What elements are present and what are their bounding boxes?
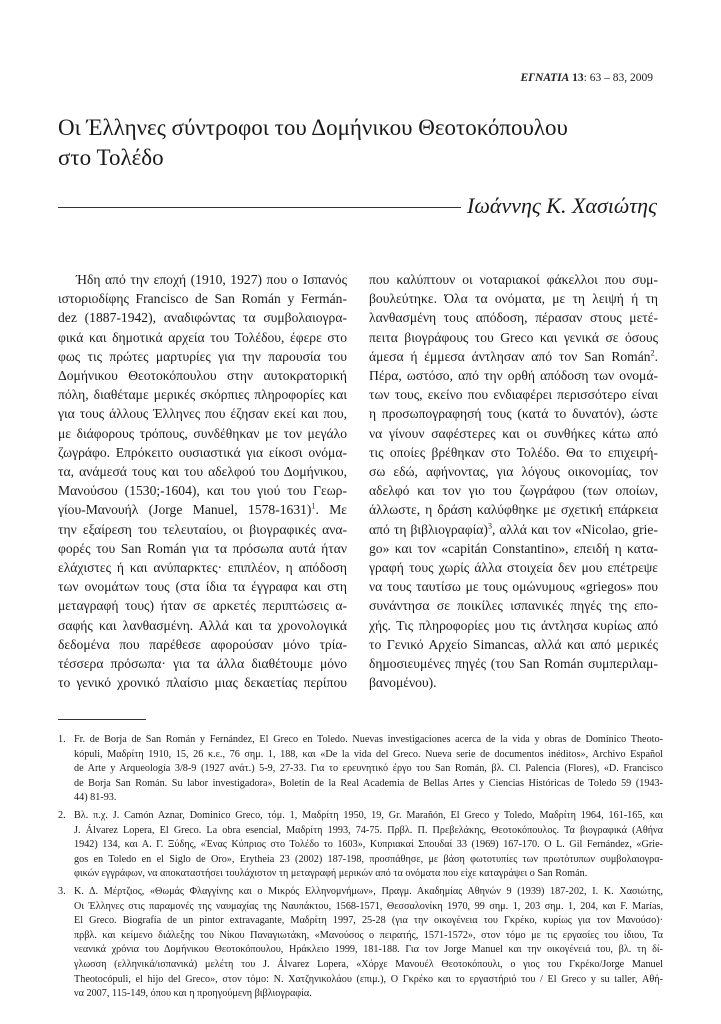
footnote-line: Fr. de Borja de San Román y Fernández, El Greco en Toledo. Nuevas investigaciones acerca de la vida y obras de Domínico Theoto- [74,734,663,745]
body-line: να τους ταυτίσω με τους ομώνυμους «griegos» που [369,579,658,595]
body-line: βανομένου). [369,675,437,691]
footnote-ref[interactable]: 2 [650,348,655,358]
body-line: αδελφό και τον γιο του ζωγράφου (των οποίων, [369,483,658,499]
footnote-ref[interactable]: 3 [487,521,492,531]
body-line: των ονομάτων τους (στα ίδια τα έγγραφα και στη [58,579,347,595]
author-name: Ιωάννης Κ. Χασιώτης [467,193,657,218]
body-line: το γενικό χρονικό πλαίσιο μιας δεκαετίας περίπου [58,675,347,691]
footnote-line: 1942) 134, και Α. Γ. Ξύδης, «Ένας Κύπριος στο Τολέδο το 1603», Κυπριακαί Σπουδαί 33 (1969) 167-170. O L. Gil Fernández, «Grie- [74,839,663,851]
title-line: στο Τολέδο [58,145,164,170]
footnote-line: πρβλ. και κείμενο διάλεξης του Νίκου Παναγιωτάκη, «Μανούσος ο πειρατής, 1571-1572», στον τόμο με τις εργασίες του ίδιου, Τα [74,929,663,941]
body-line: για τους άλλους Έλληνες που έζησαν εκεί και που, [58,406,347,422]
body-text: . Με [315,502,348,518]
body-line: φορές του San Román για τα πρόσωπα αυτά ήταν [58,540,347,556]
footnote-line: φικών εγγράφων, να αποκαταστήσει τουλάχιστον τη μεταγραφή μερικών από τα ονόματα που είχε καταγράψει ο San Román. [74,868,588,880]
footnote-line: Κ. Δ. Μέρτζιος, «Θωμάς Φλαγγίνης και ο Μικρός Ελληνομνήμων», Πραγμ. Ακαδημίας Αθηνών 9 (1939) 187-202, Ι. Κ. Χασιώτης, [74,885,663,897]
footnote-number: 1. [58,734,66,745]
body-line: πόλη, διαθέταμε μερικές σκόρπιες πληροφορίες και [58,387,347,403]
body-line: Δομήνικου Θεοτοκόπουλου στην αυτοκρατορική [58,368,347,384]
body-line: Πέρα, ωστόσο, από την ορθή απόδοση των ονομά- [369,368,658,384]
body-line: να γίνουν σαφέστερες και οι συνθήκες κάτω από [369,425,658,441]
body-text: . [654,348,658,364]
footnote-line: J. Álvarez Lopera, El Greco. La obra esencial, Μαδρίτη 1993, 74-75. Πρβλ. Π. Πρεβελάκης, Θεοτοκόπουλος. Τα βιογραφικά (Αθήνα [74,824,663,836]
body-column-left [58,270,347,692]
body-line: των τους, εκείνο που ενδιαφέρει περισσότερο είναι [369,387,658,403]
body-line: με διάφορους τρόπους, συνδέθηκαν με τον μεγάλο [58,425,347,441]
body-line: φως τις πρώτες μαρτυρίες για την παρουσία του [58,348,347,364]
article-title [58,113,658,173]
footnote-line: El Greco. Biografía de un pintor extravagante, Μαδρίτη 1997, 25-28 (για την οικογένεια του Γκρέκο, κυρίως για τον Μανούσο)· [74,915,663,927]
footnote-line: να 2007, 115-149, όπου και η προηγούμενη βιβλιογραφία. [74,988,312,1000]
body-line: που καλύπτουν οι νοταριακοί φάκελλοι που συμ- [369,272,658,287]
body-line: ελάχιστες ή και ανύπαρκτες· επιπλέον, η απόδοση [58,560,347,576]
footnote [58,733,663,806]
body-line: Ήδη από την εποχή (1910, 1927) που ο Ισπανός [76,272,347,287]
title-line: Οι Έλληνες σύντροφοι του Δομήνικου Θεοτοκόπουλου [58,115,568,140]
footnote-line: gos en Toledo en el Siglo de Oro», Erytheia 23 (2002) 187-198, προσπάθησε, με βάση φωτοτυπίες των πρωτότυπων συμβολαιογρα- [74,853,663,865]
body-text: , αλλά και τον «Nicolao, grie- [491,521,658,537]
footnote-line: γλωσση (ελληνικά/ισπανικά) μελέτη του J. Álvarez Lopera, «Χόρχε Μανουέλ Θεοτοκόπουλι, ο γιος του Γκρέκο/Jorge Manuel [74,958,663,970]
body-line: Μανούσου (1530;-1604), και του γιού του Γεωρ- [58,483,347,499]
body-line [369,520,658,539]
body-line: δημοσιευμένες πηγές (του San Román συμπεριλαμ- [369,656,658,672]
body-line: βουλεύτηκε. Όλα τα ονόματα, με τη λειψή ή τη [369,291,658,307]
footnote [58,885,663,1002]
body-line: δεδομένα που παρέθεσε αφορούσαν μόνο τρία- [58,636,347,652]
footnote-line: Οι Έλληνες στις παραμονές της ναυμαχίας της Ναυπάκτου, 1568-1571, Θεσσαλονίκη 1970, 99 σημ. 1, 203 σημ. 1, 204, και F. Marías, [74,900,663,912]
body-line: γραφή τους χωρίς άλλα στοιχεία δεν μου επέτρεψε [369,560,658,576]
body-column-right [369,270,658,692]
body-line: τέσσερα πρόσωπα· για τα άλλα διαθέτουμε μόνο [58,656,347,672]
body-line: η προσωπογραφησή τους (κατά το δυνατόν), ώστε [369,406,658,422]
journal-citation [520,72,653,84]
footnote-ref[interactable]: 1 [311,501,316,511]
body-line: πειτα βιογράφους του Greco και γενικά σε όσους [369,329,658,345]
footnote-number: 3. [58,885,66,897]
footnote-line: 44) 81-93. [74,792,117,804]
body-line: σω εδώ, αφήνοντας, για λόγους οικονομίας, τον [369,464,658,480]
body-line: συνάντησα σε ποικίλες ισπανικές πηγές της επο- [369,598,658,614]
footnotes [58,733,663,1005]
body-line [58,500,347,519]
body-line: τα, ανάμεσά τους και του αδελφού του Δομήνικου, [58,464,347,480]
body-line: go» και τον «capitán Constantino», επειδή η κατα- [369,540,658,556]
body-line: ζωγράφο. Επρόκειτο ουσιαστικά για είκοσι ονόμα- [58,444,347,460]
body-text: από τη βιβλιογραφία) [369,521,488,537]
body-text: γίου-Μανουήλ (Jorge Manuel, 1578-1631) [58,502,312,518]
footnote-line: νεανικά χρόνια του Δομήνικου Θεοτοκόπουλου, Ηράκλειο 1999, 181-188. Για τον Jorge Manuel και την οικογένειά του, βλ. τη δί- [74,944,663,956]
body-line: σαφής και λανθασμένη. Αλλά και τα χρονολογικά [58,617,347,633]
footnote-line: Theotocópuli, el hijo del Greco», στον τόμο: N. Χατζηνικολάου (επιμ.), Ο Γκρέκο και το εργαστήριό του / El Greco y su taller, Αθή- [74,973,663,985]
body-line: την εξαίρεση του τελευταίου, οι βιογραφικές ανα- [58,521,347,537]
footnote [58,809,663,882]
journal-volume: 13 [572,72,584,84]
footnote-line: de Arte y Arqueología 3/8-9 (1927 ανάτ.) 5-9, 27-33. Για το ερευνητικό έργο του San Román, βλ. Cl. Palencia (Flores), «D. Francisco [74,763,663,775]
footnote-divider [58,719,146,720]
body-line: χής. Τις πληροφορίες μου τις άντλησα κυρίως από [369,617,658,633]
body-line: τις οποίες βρέθηκαν στο Τολέδο. Θα το επιχειρή- [369,444,658,460]
journal-name: ΕΓΝΑΤΙΑ [520,72,570,84]
body-text: άμεσα ή έμμεσα άντλησαν από τον San Román [369,348,651,364]
body-line [369,347,658,366]
footnote-line: Βλ. π.χ. J. Camón Aznar, Dominico Greco, τόμ. 1, Μαδρίτη 1950, 19, Gr. Marañón, El Greco y Toledo, Μαδρίτη 1964, 161-165, και [74,809,663,821]
body-line: ιστοριοδίφης Francisco de San Román y Fermán- [58,291,347,307]
body-line: φικά και δημοτικά αρχεία του Τολέδου, έφερε στο [58,329,347,345]
body-line: μεταγραφή τους) ήταν σε αρκετές περιπτώσεις α- [58,598,347,614]
body-line: το Γενικό Αρχείο Simancas, αλλά και από μερικές [369,636,658,652]
footnote-line: kópuli, Μαδρίτη 1910, 15, 26 κ.ε., 76 σημ. 1, 188, και «De la vida del Greco. Nueva serie de documentos inéditos», Archivo Español [74,748,663,760]
journal-pages-year: : 63 – 83, 2009 [583,72,653,84]
body-line: λανθασμένη τους απόδοση, πέρασαν στους μετέ- [369,310,658,326]
body-line: άλλωστε, η δράση καλύφθηκε με σχετική επάρκεια [369,502,658,518]
footnote-number: 2. [58,809,66,821]
footnote-line: de Borja San Román. Su labor investigadora», Boletín de la Real Academia de Bellas Artes y Ciencias Históricas de Toledo 59 (1943- [74,777,663,789]
body-line: dez (1887-1942), αναδιφώντας τα συμβολαιογρα- [58,310,347,326]
title-divider [58,207,461,208]
